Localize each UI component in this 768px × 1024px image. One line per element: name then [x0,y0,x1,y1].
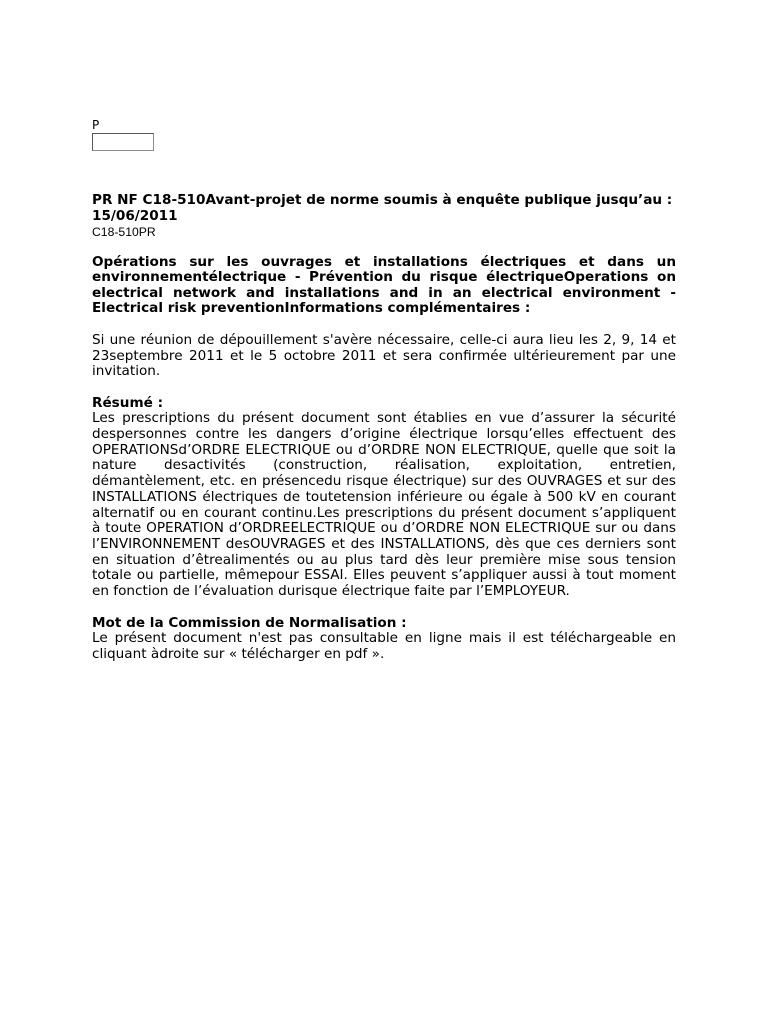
text-input-field[interactable] [92,133,154,151]
standard-code: C18-510PR [92,224,156,239]
commission-text: Le présent document n'est pas consultable en ligne mais il est téléchargeable en cliquant àdroite sur « télécharger en pdf ». [92,630,676,663]
summary-text: Les prescriptions du présent document sont établies en vue d’assurer la sécurité despersonnes contre les dangers d’origine électrique lorsqu’elles effectuent des OPERATIONSd’ORDRE ELECTRIQUE ou d’ORDRE NON ELECTRIQUE, quelle que soit la nature desactivités (construction, réalisation, exploitation, entretien, démantèlement, etc. en présencedu risque électrique) sur des OUVRAGES et sur des INSTALLATIONS électriques de toutetension inférieure ou égale à 500 kV en courant alternatif ou en courant continu.Les prescriptions du présent document s’appliquent à toute OPERATION d’ORDREELECTRIQUE ou d’ORDRE NON ELECTRIQUE sur ou dans l’ENVIRONNEMENT desOUVRAGES et des INSTALLATIONS, dès que ces derniers sont en situation d’êtrealimentés ou au plus tard dès leur première mise sous tension totale ou partielle, mêmepour ESSAI. Elles peuvent s’appliquer aussi à tout moment en fonction de l’évaluation durisque électrique faite par l’EMPLOYEUR. [92,410,676,600]
form-field-label: P [92,118,100,132]
commission-heading: Mot de la Commission de Normalisation : [92,614,407,631]
header-line: PR NF C18-510Avant-projet de norme soumis à enquête publique jusqu’au : [92,192,673,208]
meeting-paragraph: Si une réunion de dépouillement s'avère nécessaire, celle-ci aura lieu les 2, 9, 14 et 23septembre 2011 et le 5 octobre 2011 et sera confirmée ultérieurement par une invitation. [92,331,676,380]
document-content [92,118,676,663]
summary-heading: Résumé : [92,394,164,411]
enquiry-date: 15/06/2011 [92,207,178,224]
document-title: Opérations sur les ouvrages et installations électriques et dans un environnementélectrique - Prévention du risque électriqueOperations on electrical network and installations and in an electrical environment - Electrical risk preventionInformations complémentaires : [92,253,676,317]
standard-header [92,193,676,225]
